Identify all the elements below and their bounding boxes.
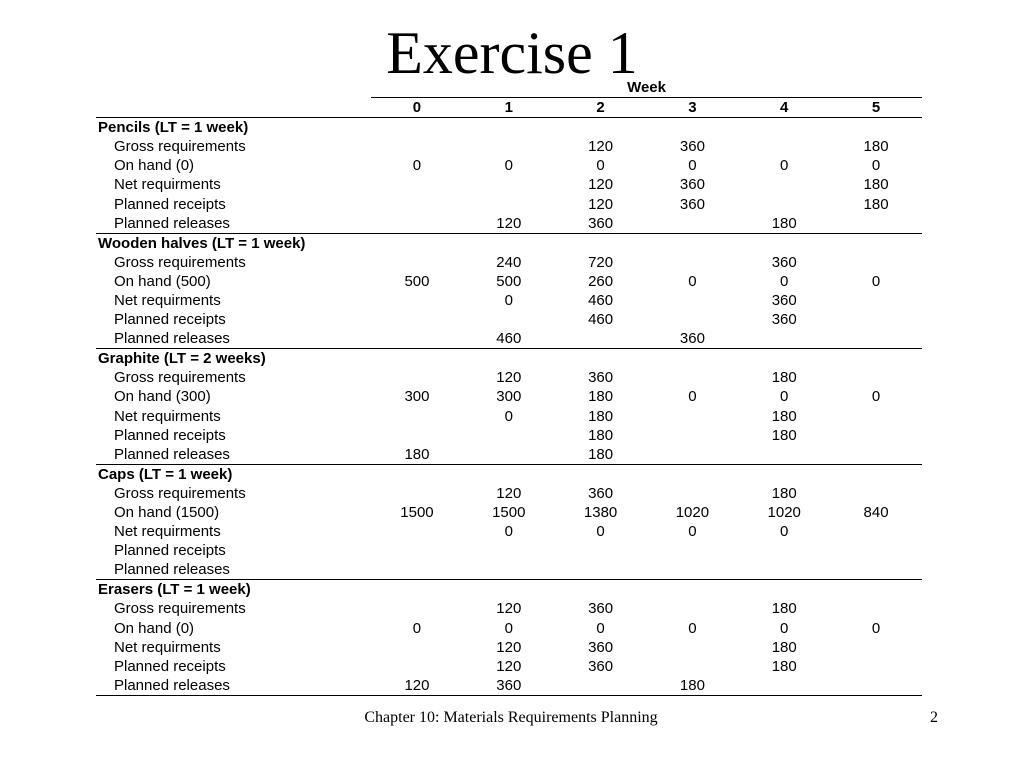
table-cell: 180	[771, 214, 797, 232]
table-cell	[371, 194, 463, 213]
table-cell: 180	[771, 407, 797, 425]
table-cell: 840	[863, 504, 889, 522]
row-label: Planned receipts	[114, 426, 226, 444]
table-row	[96, 214, 922, 234]
table-cell	[830, 541, 922, 560]
table-cell: 120	[371, 676, 463, 696]
table-cell	[647, 214, 739, 234]
table-cell: 180	[771, 484, 797, 502]
table-cell	[463, 445, 555, 465]
table-row	[96, 291, 922, 310]
table-row	[96, 541, 922, 560]
table-row	[96, 426, 922, 445]
table-cell	[738, 676, 830, 696]
table-cell: 0	[688, 272, 697, 290]
row-label: Planned releases	[114, 330, 230, 348]
table-cell	[738, 560, 830, 580]
table-cell	[830, 522, 922, 541]
table-cell: 0	[688, 388, 697, 406]
table-cell: 260	[588, 272, 614, 290]
table-cell	[738, 175, 830, 194]
table-cell	[463, 137, 555, 156]
table-row	[96, 503, 922, 522]
table-cell	[371, 407, 463, 426]
table-cell: 120	[496, 638, 522, 656]
table-cell	[647, 560, 739, 580]
table-cell	[830, 657, 922, 676]
week-number: 1	[463, 98, 555, 118]
table-cell	[371, 599, 463, 618]
table-cell: 0	[780, 272, 789, 290]
table-cell	[830, 426, 922, 445]
table-cell: 500	[496, 272, 522, 290]
table-cell: 0	[412, 619, 422, 637]
table-cell	[830, 407, 922, 426]
table-cell: 0	[871, 157, 881, 175]
table-cell	[555, 676, 647, 696]
row-label: On hand (500)	[114, 272, 211, 290]
table-row	[96, 272, 922, 291]
table-cell: 360	[679, 176, 705, 194]
table-cell: 180	[588, 445, 614, 463]
slide-footer: Chapter 10: Materials Requirements Planning	[364, 709, 658, 726]
row-label: Planned releases	[96, 676, 371, 696]
table-cell	[830, 368, 922, 387]
table-cell: 360	[679, 138, 705, 156]
table-cell	[647, 426, 739, 445]
table-cell	[830, 329, 922, 349]
table-cell	[647, 407, 739, 426]
table-cell: 360	[463, 676, 555, 696]
table-cell	[647, 253, 739, 272]
section-header-row	[96, 118, 922, 138]
table-row	[96, 310, 922, 329]
table-cell: 0	[688, 523, 697, 541]
table-cell: 360	[771, 311, 797, 329]
row-label: Net requirments	[114, 291, 221, 309]
table-cell	[647, 541, 739, 560]
table-cell	[371, 310, 463, 329]
row-label: Gross requirements	[114, 138, 246, 156]
week-number: 4	[738, 98, 830, 118]
table-cell: 0	[871, 272, 881, 290]
table-cell	[647, 310, 739, 329]
row-label: Planned receipts	[114, 311, 226, 329]
table-row	[96, 387, 922, 406]
table-cell: 0	[596, 157, 605, 175]
table-cell: 180	[771, 426, 797, 444]
table-cell: 0	[780, 523, 789, 541]
table-cell: 180	[588, 388, 614, 406]
mrp-table-body	[96, 78, 922, 695]
table-cell: 0	[504, 619, 513, 637]
table-cell: 0	[504, 157, 513, 175]
table-cell	[371, 291, 463, 310]
week-number: 2	[555, 98, 647, 118]
row-label: On hand (1500)	[114, 504, 220, 522]
week-header: Week	[627, 79, 666, 96]
table-cell: 180	[588, 407, 614, 425]
table-row	[96, 599, 922, 618]
table-cell: 180	[863, 138, 889, 156]
table-cell	[555, 560, 647, 580]
table-cell: 180	[771, 657, 797, 675]
table-cell: 120	[588, 195, 614, 213]
table-cell: 0	[504, 523, 513, 541]
table-cell: 300	[404, 388, 430, 406]
section-header-row	[96, 580, 922, 600]
table-cell	[738, 194, 830, 213]
row-label: Net requirments	[114, 638, 221, 656]
table-cell	[371, 214, 463, 234]
section-header-row	[96, 233, 922, 253]
table-cell: 360	[588, 600, 614, 618]
table-cell: 0	[780, 388, 789, 406]
row-label: Planned receipts	[114, 657, 226, 675]
table-cell: 1500	[492, 504, 526, 522]
week-number: 3	[647, 98, 739, 118]
table-cell	[463, 310, 555, 329]
table-cell	[371, 657, 463, 676]
table-cell: 0	[596, 619, 605, 637]
row-label: Planned receipts	[114, 195, 226, 213]
table-cell	[830, 599, 922, 618]
table-cell	[463, 194, 555, 213]
table-cell	[371, 541, 463, 560]
table-cell: 120	[496, 657, 522, 675]
table-cell	[647, 484, 739, 503]
row-label: Planned releases	[114, 561, 230, 579]
table-cell: 1500	[400, 504, 434, 522]
row-label: Gross requirements	[114, 369, 246, 387]
table-cell	[371, 560, 463, 580]
table-cell: 120	[496, 369, 522, 387]
row-label: On hand (0)	[114, 157, 195, 175]
section-title: Graphite (LT = 2 weeks)	[96, 349, 922, 369]
page-number: 2	[930, 709, 938, 726]
week-number: 0	[371, 98, 463, 118]
table-row	[96, 156, 922, 175]
table-row	[96, 137, 922, 156]
table-cell: 180	[588, 426, 614, 444]
week-title-row	[96, 78, 922, 98]
table-cell: 360	[588, 484, 614, 502]
table-cell	[371, 329, 463, 349]
table-row	[96, 368, 922, 387]
section-header-row	[96, 464, 922, 484]
table-cell	[371, 175, 463, 194]
table-cell	[555, 329, 647, 349]
table-cell: 180	[404, 445, 430, 463]
table-cell: 1020	[675, 504, 710, 522]
table-cell: 0	[780, 157, 789, 175]
corner-cell	[96, 98, 371, 118]
table-cell: 180	[647, 676, 739, 696]
section-header-row	[96, 349, 922, 369]
table-row	[96, 175, 922, 194]
table-cell: 0	[412, 157, 422, 175]
table-cell	[371, 137, 463, 156]
slide-title: Exercise 1	[386, 20, 638, 86]
table-cell: 360	[679, 330, 705, 348]
table-cell	[830, 291, 922, 310]
table-cell	[647, 638, 739, 657]
table-cell	[371, 522, 463, 541]
week-numbers-row	[96, 98, 922, 118]
table-cell	[830, 253, 922, 272]
table-cell	[371, 368, 463, 387]
table-cell: 1020	[767, 504, 801, 522]
table-cell	[463, 426, 555, 445]
table-cell	[647, 445, 739, 465]
row-label: Gross requirements	[114, 484, 246, 502]
table-row	[96, 522, 922, 541]
table-row	[96, 484, 922, 503]
table-cell	[738, 541, 830, 560]
table-cell: 500	[404, 272, 430, 290]
table-cell	[371, 426, 463, 445]
table-cell: 0	[780, 619, 789, 637]
table-cell	[738, 329, 830, 349]
row-label: On hand (300)	[114, 388, 211, 406]
table-cell	[830, 214, 922, 234]
section-title: Caps (LT = 1 week)	[96, 464, 922, 484]
table-cell: 120	[588, 176, 614, 194]
table-cell	[738, 137, 830, 156]
row-label: Planned receipts	[114, 542, 226, 560]
table-cell: 180	[771, 638, 797, 656]
table-row	[96, 445, 922, 465]
table-cell: 360	[679, 195, 705, 213]
table-cell: 180	[863, 176, 889, 194]
table-cell: 300	[496, 388, 522, 406]
table-cell	[371, 253, 463, 272]
table-cell: 120	[496, 484, 522, 502]
table-cell	[647, 368, 739, 387]
table-row	[96, 329, 922, 349]
row-label: Gross requirements	[114, 253, 246, 271]
table-cell: 720	[588, 253, 614, 271]
row-label: On hand (0)	[114, 619, 195, 637]
table-cell: 180	[771, 600, 797, 618]
table-cell: 360	[588, 657, 614, 675]
row-label: Planned releases	[114, 445, 230, 463]
table-cell: 360	[771, 291, 797, 309]
table-cell	[555, 541, 647, 560]
table-cell	[830, 445, 922, 465]
table-cell: 460	[588, 291, 614, 309]
section-title: Pencils (LT = 1 week)	[96, 118, 922, 138]
table-cell: 0	[871, 619, 881, 637]
mrp-table	[96, 78, 922, 696]
table-cell	[647, 657, 739, 676]
table-cell	[738, 445, 830, 465]
table-cell: 360	[588, 369, 614, 387]
week-number: 5	[830, 98, 922, 118]
section-title: Erasers (LT = 1 week)	[96, 580, 922, 600]
table-row	[96, 619, 922, 638]
table-cell	[647, 291, 739, 310]
table-cell: 0	[688, 157, 697, 175]
table-cell: 180	[771, 369, 797, 387]
table-cell: 1380	[583, 504, 618, 522]
table-row	[96, 253, 922, 272]
table-row	[96, 560, 922, 580]
table-cell	[371, 484, 463, 503]
table-cell: 0	[504, 407, 513, 425]
row-label: Planned releases	[114, 214, 230, 232]
table-cell: 0	[871, 388, 881, 406]
row-label: Net requirments	[114, 176, 221, 194]
table-cell: 120	[496, 600, 522, 618]
table-cell	[830, 638, 922, 657]
row-label: Net requirments	[114, 523, 221, 541]
corner-cell	[96, 78, 371, 98]
table-cell: 120	[588, 138, 614, 156]
table-cell: 0	[688, 619, 697, 637]
table-cell	[463, 560, 555, 580]
table-row	[96, 407, 922, 426]
table-cell: 360	[588, 638, 614, 656]
table-cell: 360	[771, 253, 797, 271]
table-cell	[371, 638, 463, 657]
table-cell	[463, 541, 555, 560]
table-cell: 180	[863, 195, 889, 213]
table-cell: 120	[496, 214, 522, 232]
table-cell: 240	[496, 253, 522, 271]
table-cell: 0	[596, 523, 605, 541]
table-row	[96, 676, 922, 696]
table-cell	[463, 175, 555, 194]
table-row	[96, 638, 922, 657]
row-label: Net requirments	[114, 407, 221, 425]
table-cell	[830, 484, 922, 503]
table-cell: 460	[496, 330, 522, 348]
table-cell	[830, 560, 922, 580]
table-row	[96, 657, 922, 676]
table-cell: 0	[504, 291, 513, 309]
section-title: Wooden halves (LT = 1 week)	[96, 233, 922, 253]
table-cell	[647, 599, 739, 618]
table-cell: 360	[588, 214, 614, 232]
table-cell	[830, 676, 922, 696]
table-cell	[830, 310, 922, 329]
row-label: Gross requirements	[114, 600, 246, 618]
table-cell: 460	[588, 311, 614, 329]
table-row	[96, 194, 922, 213]
